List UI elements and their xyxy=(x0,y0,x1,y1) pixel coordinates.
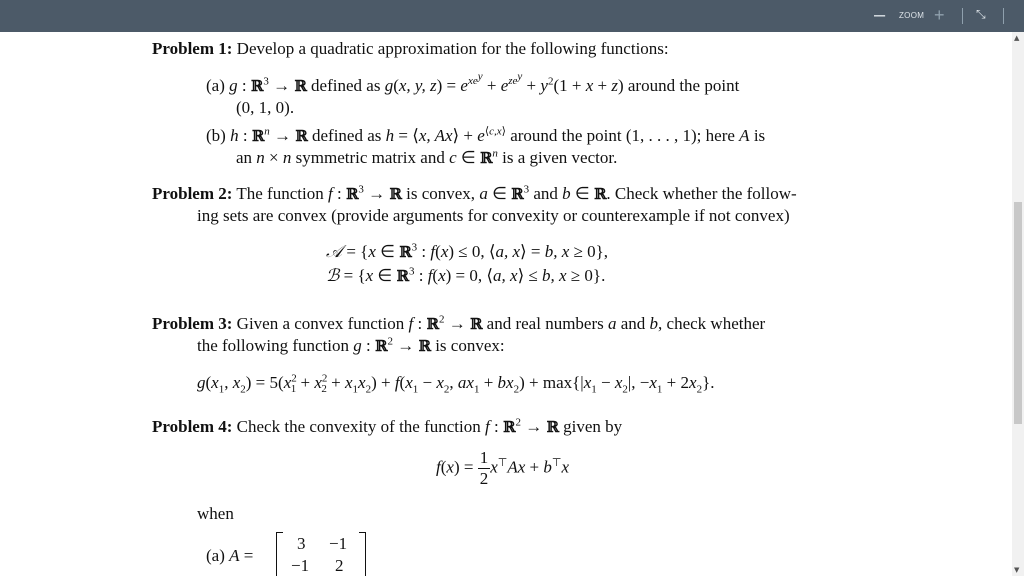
matrix-cell: −1 xyxy=(291,556,310,575)
problem-1a-text-2: around the point xyxy=(627,76,740,95)
problem-1a: (a) g : ℝ$^3$ → ℝ defined as g(x, y, $z) = e^{xe^y} + e^{ze^y} + y^2(1 + x + z)$ around the point xyxy=(206,70,740,95)
matrix-A xyxy=(276,532,366,576)
toolbar-divider xyxy=(962,8,963,24)
problem-1a-label: (a) xyxy=(206,76,225,95)
problem-3-line2: the following function g : ℝ$^2$ → ℝ is convex: xyxy=(197,335,505,355)
problem-2-label: Problem 2: xyxy=(152,184,233,203)
function-f-equation: f(x) = $\frac{1}{2}$ x⊤Ax + b⊤x xyxy=(436,448,570,488)
problem-1-text: Develop a quadratic approximation for the following functions: xyxy=(236,39,669,58)
set-A-equation: 𝒜 = {x ∈ ℝ$^3$ : f(x) ≤ 0, ⟨a, x⟩ = b, x ≥ 0}, xyxy=(326,241,609,261)
problem-1b-text: defined as xyxy=(312,126,382,145)
matrix-cell: 2 xyxy=(335,556,344,575)
scroll-up-icon[interactable]: ▲ xyxy=(1014,34,1020,42)
zoom-label: ZOOM xyxy=(899,11,925,20)
problem-1a-text: defined as xyxy=(311,76,381,95)
problem-3-label: Problem 3: xyxy=(152,314,233,333)
problem-2: Problem 2: The function f : ℝ$^3$ → ℝ is convex, a ∈ ℝ$^3$ and b ∈ ℝ. Check whether the follow- xyxy=(152,183,797,203)
collapse-icon[interactable]: ⤡ xyxy=(976,7,986,21)
problem-4: Problem 4: Check the convexity of the function f : ℝ$^2$ → ℝ given by xyxy=(152,416,623,436)
viewer-toolbar xyxy=(0,0,1024,32)
problem-1-label: Problem 1: xyxy=(152,39,233,58)
scroll-down-icon[interactable]: ▼ xyxy=(1014,566,1020,574)
toolbar-divider xyxy=(1003,8,1004,24)
problem-1a-point: (0, 1, 0). xyxy=(236,98,295,117)
problem-2-line2: ing sets are convex (provide arguments for convexity or counterexample if not convex) xyxy=(197,206,790,225)
problem-1b-line2: an n × n symmetric matrix and c ∈ ℝ$^n$ is a given vector. xyxy=(236,147,618,167)
math-g-map: g xyxy=(229,76,238,95)
zoom-out-button[interactable]: – xyxy=(874,4,886,26)
scrollbar-thumb[interactable] xyxy=(1014,202,1022,424)
set-B-equation: ℬ = {x ∈ ℝ$^3$ : f(x) = 0, ⟨a, x⟩ ≤ b, x ≥ 0}. xyxy=(326,265,606,285)
vertical-scrollbar[interactable] xyxy=(1012,32,1024,576)
problem-1b-text-2: around the point xyxy=(510,126,622,145)
document-page xyxy=(0,32,1012,576)
math-g-def: g xyxy=(384,76,394,95)
problem-1b-text-3: is xyxy=(753,126,766,145)
when-label: when xyxy=(197,504,234,523)
function-g-equation: $g(x_1$, $x_2) = 5(x^2_1 + x^2_2 + x_1x_2) + f(x_1 - x_2$, $ax_1 + bx_2) + \max\{|x_1 - x_2|$, $-x_1 + 2x_2$}. xyxy=(197,372,715,396)
matrix-cell: −1 xyxy=(329,534,348,553)
problem-1b-point: (1, . . . , 1); here xyxy=(625,126,735,145)
problem-4a: (a) A = xyxy=(206,546,254,565)
problem-4-label: Problem 4: xyxy=(152,417,233,436)
problem-1b-label: (b) xyxy=(206,126,226,145)
matrix-cell: 3 xyxy=(297,534,306,553)
zoom-in-button[interactable]: + xyxy=(934,5,945,25)
problem-1 xyxy=(152,39,669,59)
problem-3: Problem 3: Given a convex function f : ℝ$^2$ → ℝ and real numbers a and b, check whether xyxy=(152,313,766,333)
problem-1b: (b) h : ℝ$^n$ → ℝ defined as h = ⟨x, Ax⟩ + $e^{⟨c,x⟩}$ around the point (1, . . . , 1); here A is xyxy=(206,125,766,145)
